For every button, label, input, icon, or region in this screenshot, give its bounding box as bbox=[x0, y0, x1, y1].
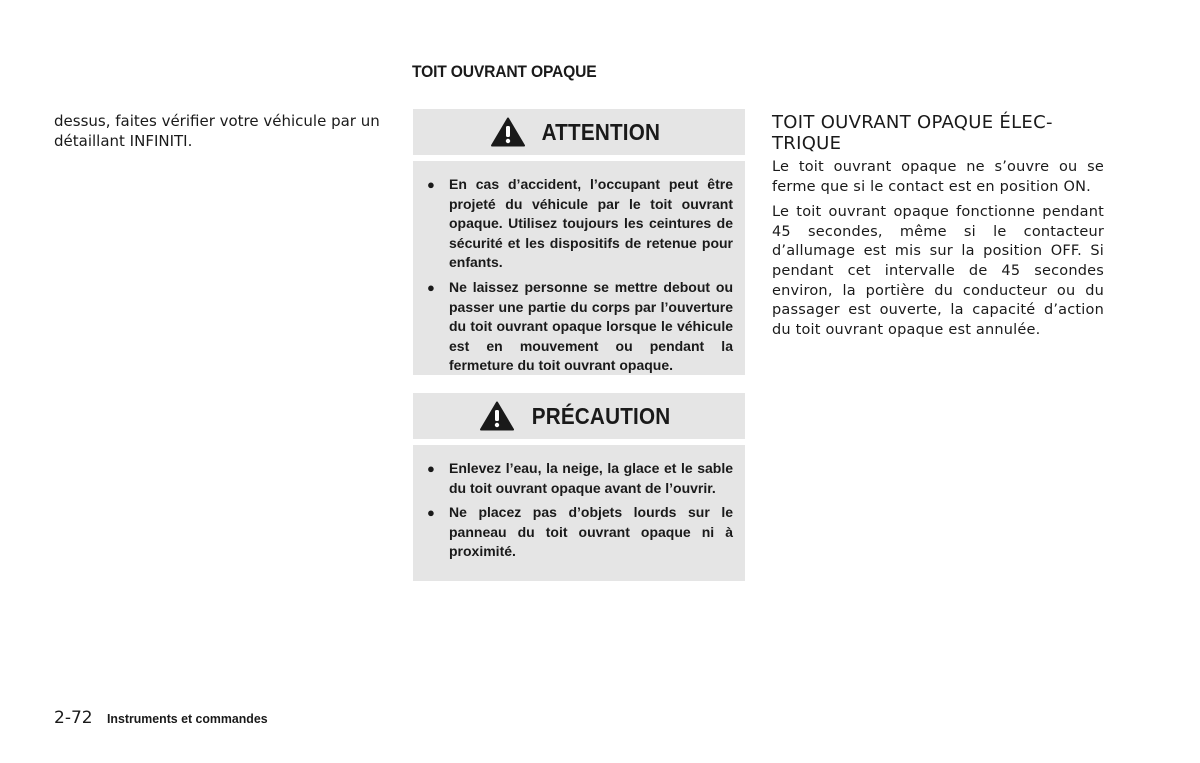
precaution-item bbox=[425, 503, 733, 562]
bullet-icon: ● bbox=[427, 461, 435, 476]
precaution-item-text: Enlevez l’eau, la neige, la glace et le sable du toit ouvrant opaque avant de l’ouvrir. bbox=[449, 460, 733, 496]
attention-item-text: Ne laissez personne se mettre debout ou passer une partie du corps par l’ouverture du toit ouvrant opaque lorsque le véhicule est en mouvement ou pendant la fermeture du toit ouvrant opaque. bbox=[449, 278, 733, 374]
precaution-title: PRÉCAUTION bbox=[531, 402, 671, 429]
left-column bbox=[54, 111, 388, 151]
attention-header bbox=[413, 109, 745, 161]
attention-item bbox=[425, 278, 733, 376]
precaution-item-text: Ne placez pas d’objets lourds sur le panneau du toit ouvrant opaque ni à proximité. bbox=[449, 504, 733, 560]
footer-section-label: Instruments et commandes bbox=[106, 711, 268, 726]
attention-box bbox=[413, 109, 745, 375]
attention-item-text: En cas d’accident, l’occupant peut être projeté du véhicule par le toit ouvrant opaque. Utilisez toujours les ceintures de sécurité et les dispositifs de retenue pour enfants. bbox=[449, 176, 733, 271]
bullet-icon: ● bbox=[427, 177, 435, 192]
right-column bbox=[772, 112, 1104, 346]
warning-triangle-icon bbox=[491, 117, 525, 147]
right-paragraph: Le toit ouvrant opaque fonctionne pendant 45 secondes, même si le contacteur d’allumage est mis sur la position OFF. Si pendant cet intervalle de 45 secondes environ, la portière du conducteur ou du passager est ouverte, la capacité d’action du toit ouvrant opaque est annulée. bbox=[772, 204, 1104, 338]
precaution-item bbox=[425, 459, 733, 498]
precaution-list bbox=[413, 445, 745, 562]
page-header-title: TOIT OUVRANT OPAQUE bbox=[412, 62, 597, 81]
section-title: TOIT OUVRANT OPAQUE ÉLEC- TRIQUE bbox=[772, 112, 1053, 154]
attention-title: ATTENTION bbox=[541, 118, 661, 145]
warning-triangle-icon bbox=[480, 401, 514, 431]
page-number: 2-72 bbox=[54, 708, 93, 728]
page-footer bbox=[54, 708, 276, 728]
precaution-header bbox=[413, 393, 745, 445]
attention-list bbox=[413, 161, 745, 376]
bullet-icon: ● bbox=[427, 505, 435, 521]
right-paragraph: Le toit ouvrant opaque ne s’ouvre ou se ferme que si le contact est en position ON. bbox=[772, 159, 1104, 195]
attention-item bbox=[425, 175, 733, 273]
precaution-box bbox=[413, 393, 745, 581]
left-paragraph: dessus, faites vérifier votre véhicule par un détaillant INFINITI. bbox=[54, 112, 380, 150]
bullet-icon: ● bbox=[427, 279, 435, 295]
